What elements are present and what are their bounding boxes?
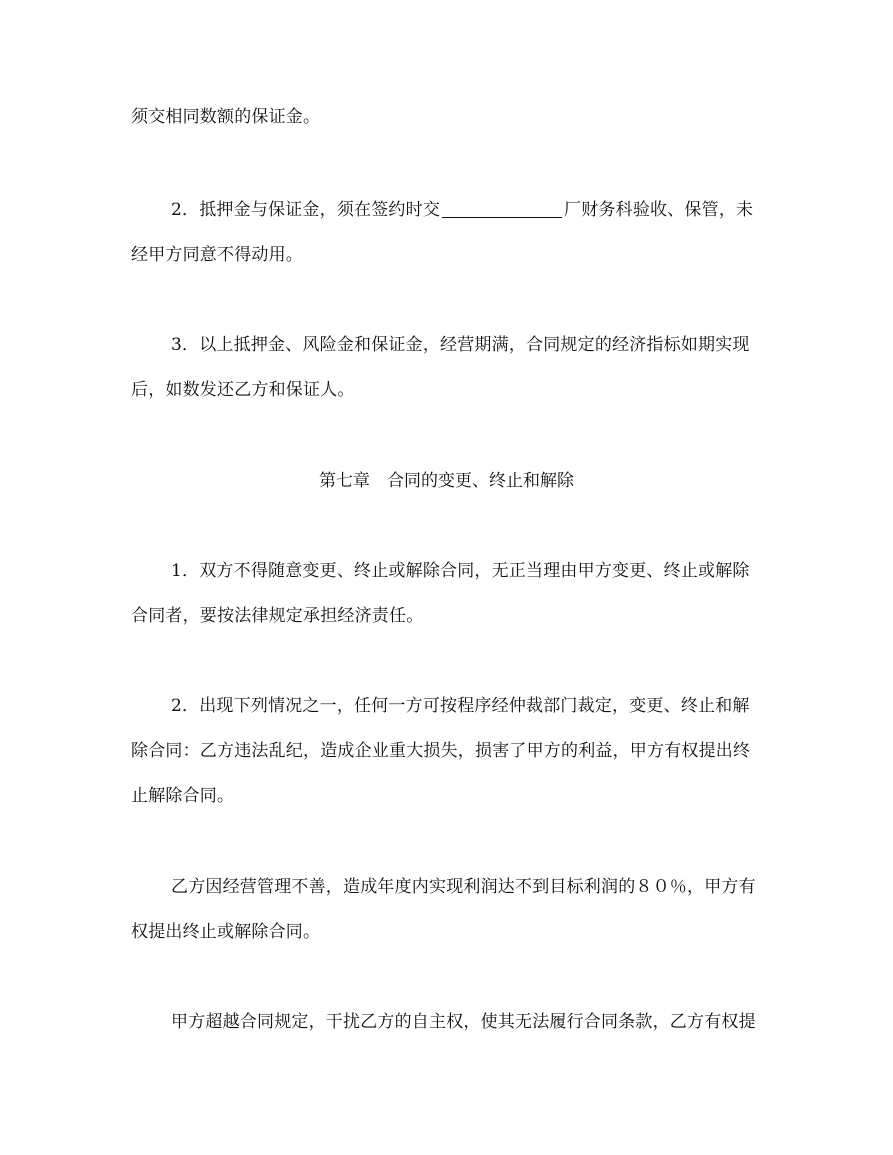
paragraph-text: 2．抵押金与保证金，须在签约时交 xyxy=(171,200,441,220)
paragraph-line: 1．双方不得随意变更、终止或解除合同，无正当理由甲方变更、终止或解除 xyxy=(171,561,750,581)
paragraph-line: 权提出终止或解除合同。 xyxy=(131,922,321,942)
paragraph-line: 3．以上抵押金、风险金和保证金，经营期满，合同规定的经济指标如期实现 xyxy=(171,335,750,355)
paragraph-line: 甲方超越合同规定，干扰乙方的自主权，使其无法履行合同条款，乙方有权提 xyxy=(171,1012,756,1032)
paragraph-line: 2．出现下列情况之一，任何一方可按程序经仲裁部门裁定，变更、终止和解 xyxy=(171,696,750,716)
paragraph-line xyxy=(171,199,753,221)
paragraph-line: 经甲方同意不得动用。 xyxy=(131,245,303,265)
paragraph-line: 止解除合同。 xyxy=(131,786,235,806)
fill-in-blank xyxy=(442,200,562,218)
paragraph-line: 须交相同数额的保证金。 xyxy=(131,107,321,127)
paragraph-line: 合同者，要按法律规定承担经济责任。 xyxy=(131,606,424,626)
paragraph-text: 厂财务科验收、保管，未 xyxy=(564,200,754,220)
paragraph-line: 乙方因经营管理不善，造成年度内实现利润达不到目标利润的８０％，甲方有 xyxy=(171,877,756,897)
paragraph-line: 后，如数发还乙方和保证人。 xyxy=(131,380,355,400)
chapter-heading: 第七章 合同的变更、终止和解除 xyxy=(319,471,574,491)
paragraph-line: 除合同：乙方违法乱纪，造成企业重大损失，损害了甲方的利益，甲方有权提出终 xyxy=(131,741,751,761)
